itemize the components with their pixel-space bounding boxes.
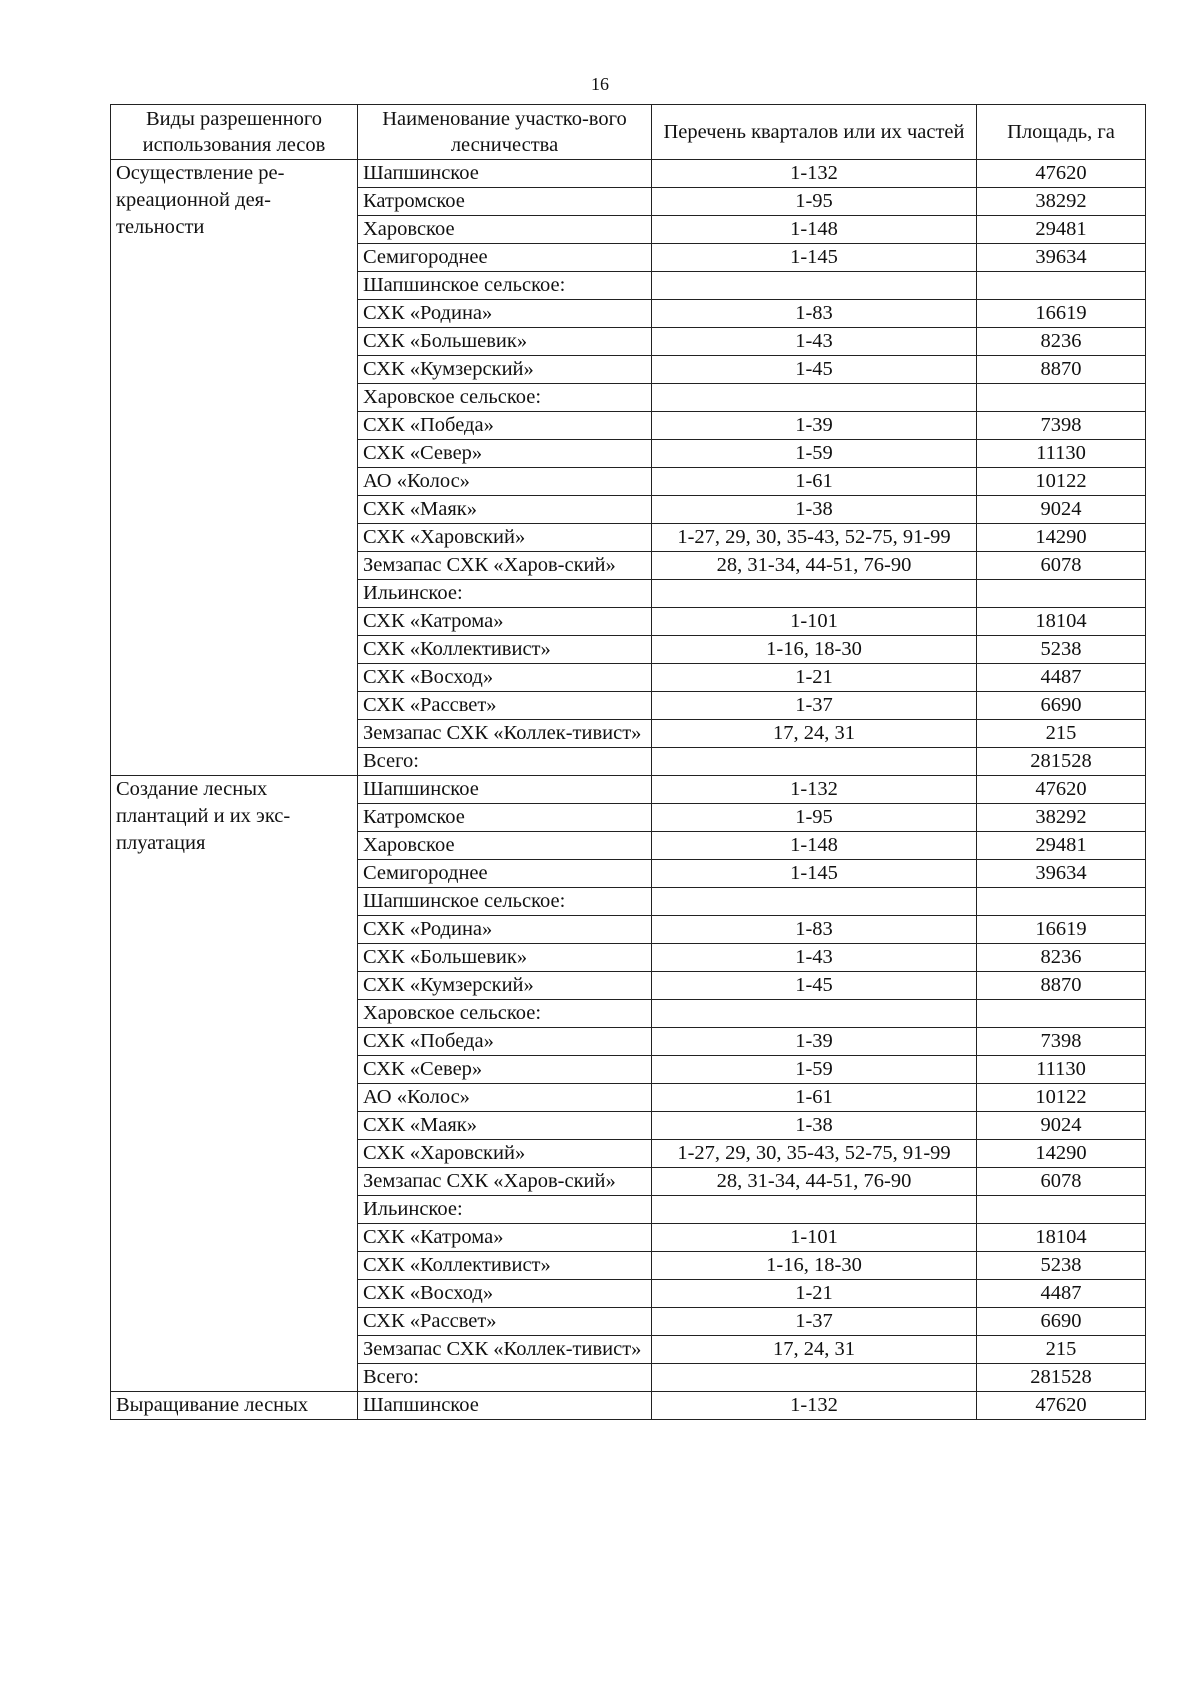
quarters-cell: 1-95: [652, 804, 977, 832]
forestry-name-cell: СХК «Рассвет»: [358, 1308, 652, 1336]
quarters-cell: [652, 580, 977, 608]
quarters-cell: 1-61: [652, 1084, 977, 1112]
forestry-name-cell: Земзапас СХК «Коллек-тивист»: [358, 1336, 652, 1364]
area-cell: 6690: [977, 692, 1146, 720]
quarters-cell: 1-38: [652, 1112, 977, 1140]
forestry-name-cell: Шапшинское: [358, 160, 652, 188]
forestry-name-cell: Земзапас СХК «Харов-ский»: [358, 552, 652, 580]
area-cell: 281528: [977, 748, 1146, 776]
quarters-cell: 1-61: [652, 468, 977, 496]
forestry-name-cell: Харовское сельское:: [358, 384, 652, 412]
quarters-cell: 1-145: [652, 244, 977, 272]
area-cell: 29481: [977, 216, 1146, 244]
quarters-cell: 1-101: [652, 1224, 977, 1252]
forestry-name-cell: СХК «Север»: [358, 1056, 652, 1084]
quarters-cell: 1-83: [652, 916, 977, 944]
area-cell: [977, 580, 1146, 608]
area-cell: 7398: [977, 1028, 1146, 1056]
forestry-name-cell: СХК «Победа»: [358, 412, 652, 440]
quarters-cell: 1-45: [652, 356, 977, 384]
forestry-name-cell: Семигороднее: [358, 860, 652, 888]
header-quarters: Перечень кварталов или их частей: [652, 105, 977, 160]
area-cell: 14290: [977, 1140, 1146, 1168]
quarters-cell: 1-37: [652, 692, 977, 720]
quarters-cell: 1-83: [652, 300, 977, 328]
area-cell: 8236: [977, 328, 1146, 356]
quarters-cell: 17, 24, 31: [652, 1336, 977, 1364]
area-cell: 38292: [977, 804, 1146, 832]
quarters-cell: 1-43: [652, 944, 977, 972]
quarters-cell: 28, 31-34, 44-51, 76-90: [652, 552, 977, 580]
forestry-name-cell: СХК «Коллективист»: [358, 636, 652, 664]
area-cell: 47620: [977, 160, 1146, 188]
area-cell: 8870: [977, 356, 1146, 384]
table-row: [111, 776, 1146, 804]
area-cell: 11130: [977, 440, 1146, 468]
quarters-cell: 1-148: [652, 216, 977, 244]
forestry-name-cell: СХК «Кумзерский»: [358, 356, 652, 384]
quarters-cell: 1-59: [652, 1056, 977, 1084]
area-cell: 4487: [977, 664, 1146, 692]
quarters-cell: [652, 748, 977, 776]
area-cell: 10122: [977, 1084, 1146, 1112]
forestry-name-cell: Земзапас СХК «Харов-ский»: [358, 1168, 652, 1196]
forestry-name-cell: Шапшинское сельское:: [358, 272, 652, 300]
forestry-name-cell: Катромское: [358, 804, 652, 832]
area-cell: 4487: [977, 1280, 1146, 1308]
use-type-cell: Создание лесных плантаций и их экс-плуатация: [111, 776, 358, 1392]
area-cell: [977, 272, 1146, 300]
quarters-cell: 28, 31-34, 44-51, 76-90: [652, 1168, 977, 1196]
forestry-name-cell: СХК «Кумзерский»: [358, 972, 652, 1000]
header-area: Площадь, га: [977, 105, 1146, 160]
area-cell: 11130: [977, 1056, 1146, 1084]
area-cell: 18104: [977, 608, 1146, 636]
use-type-cell: Выращивание лесных: [111, 1392, 358, 1420]
forestry-name-cell: АО «Колос»: [358, 1084, 652, 1112]
forestry-name-cell: СХК «Север»: [358, 440, 652, 468]
forestry-name-cell: СХК «Большевик»: [358, 328, 652, 356]
quarters-cell: 1-21: [652, 1280, 977, 1308]
quarters-cell: 1-45: [652, 972, 977, 1000]
quarters-cell: [652, 272, 977, 300]
quarters-cell: 1-21: [652, 664, 977, 692]
quarters-cell: 1-27, 29, 30, 35-43, 52-75, 91-99: [652, 1140, 977, 1168]
forestry-name-cell: СХК «Маяк»: [358, 1112, 652, 1140]
quarters-cell: 1-16, 18-30: [652, 636, 977, 664]
forestry-name-cell: СХК «Победа»: [358, 1028, 652, 1056]
quarters-cell: 1-59: [652, 440, 977, 468]
quarters-cell: 1-27, 29, 30, 35-43, 52-75, 91-99: [652, 524, 977, 552]
quarters-cell: 1-37: [652, 1308, 977, 1336]
quarters-cell: 1-148: [652, 832, 977, 860]
area-cell: 29481: [977, 832, 1146, 860]
forestry-name-cell: Харовское: [358, 216, 652, 244]
quarters-cell: 1-39: [652, 1028, 977, 1056]
area-cell: 6690: [977, 1308, 1146, 1336]
forestry-name-cell: СХК «Родина»: [358, 916, 652, 944]
forestry-name-cell: СХК «Харовский»: [358, 1140, 652, 1168]
area-cell: 9024: [977, 1112, 1146, 1140]
area-cell: [977, 384, 1146, 412]
forestry-name-cell: Ильинское:: [358, 1196, 652, 1224]
area-cell: 14290: [977, 524, 1146, 552]
header-forestry-name: Наименование участко-вого лесничества: [358, 105, 652, 160]
area-cell: 16619: [977, 300, 1146, 328]
area-cell: [977, 1000, 1146, 1028]
quarters-cell: [652, 1000, 977, 1028]
area-cell: 16619: [977, 916, 1146, 944]
area-cell: [977, 1196, 1146, 1224]
quarters-cell: 1-38: [652, 496, 977, 524]
forestry-name-cell: СХК «Харовский»: [358, 524, 652, 552]
forestry-name-cell: СХК «Восход»: [358, 664, 652, 692]
area-cell: 39634: [977, 244, 1146, 272]
area-cell: 6078: [977, 552, 1146, 580]
forestry-name-cell: Ильинское:: [358, 580, 652, 608]
area-cell: 47620: [977, 776, 1146, 804]
table-body: [111, 160, 1146, 1420]
table-row: [111, 1392, 1146, 1420]
forestry-name-cell: Шапшинское: [358, 776, 652, 804]
quarters-cell: 1-145: [652, 860, 977, 888]
area-cell: 8236: [977, 944, 1146, 972]
quarters-cell: 1-132: [652, 1392, 977, 1420]
page-number: 16: [591, 74, 609, 94]
area-cell: 5238: [977, 1252, 1146, 1280]
quarters-cell: 1-101: [652, 608, 977, 636]
forestry-name-cell: СХК «Катрома»: [358, 608, 652, 636]
forestry-name-cell: СХК «Восход»: [358, 1280, 652, 1308]
forestry-name-cell: Семигороднее: [358, 244, 652, 272]
use-type-cell: Осуществление ре-креационной дея-тельности: [111, 160, 358, 776]
quarters-cell: [652, 1196, 977, 1224]
area-cell: 18104: [977, 1224, 1146, 1252]
quarters-cell: 1-16, 18-30: [652, 1252, 977, 1280]
forestry-name-cell: СХК «Родина»: [358, 300, 652, 328]
quarters-cell: 17, 24, 31: [652, 720, 977, 748]
forestry-name-cell: Земзапас СХК «Коллек-тивист»: [358, 720, 652, 748]
forestry-name-cell: Всего:: [358, 1364, 652, 1392]
quarters-cell: 1-95: [652, 188, 977, 216]
forestry-name-cell: Харовское: [358, 832, 652, 860]
forestry-name-cell: Харовское сельское:: [358, 1000, 652, 1028]
header-use-type: Виды разрешенного использования лесов: [111, 105, 358, 160]
area-cell: [977, 888, 1146, 916]
quarters-cell: 1-43: [652, 328, 977, 356]
area-cell: 38292: [977, 188, 1146, 216]
forestry-name-cell: Шапшинское сельское:: [358, 888, 652, 916]
area-cell: 281528: [977, 1364, 1146, 1392]
forestry-name-cell: СХК «Катрома»: [358, 1224, 652, 1252]
area-cell: 9024: [977, 496, 1146, 524]
forestry-name-cell: СХК «Большевик»: [358, 944, 652, 972]
quarters-cell: 1-132: [652, 160, 977, 188]
quarters-cell: [652, 1364, 977, 1392]
forestry-name-cell: СХК «Коллективист»: [358, 1252, 652, 1280]
forestry-name-cell: Шапшинское: [358, 1392, 652, 1420]
area-cell: 215: [977, 1336, 1146, 1364]
forestry-name-cell: Всего:: [358, 748, 652, 776]
area-cell: 39634: [977, 860, 1146, 888]
quarters-cell: [652, 888, 977, 916]
forestry-name-cell: СХК «Маяк»: [358, 496, 652, 524]
forest-use-table: [110, 104, 1146, 1420]
quarters-cell: [652, 384, 977, 412]
forestry-name-cell: Катромское: [358, 188, 652, 216]
quarters-cell: 1-39: [652, 412, 977, 440]
table-header-row: [111, 105, 1146, 160]
area-cell: 7398: [977, 412, 1146, 440]
area-cell: 6078: [977, 1168, 1146, 1196]
area-cell: 5238: [977, 636, 1146, 664]
area-cell: 10122: [977, 468, 1146, 496]
forestry-name-cell: АО «Колос»: [358, 468, 652, 496]
quarters-cell: 1-132: [652, 776, 977, 804]
area-cell: 8870: [977, 972, 1146, 1000]
area-cell: 47620: [977, 1392, 1146, 1420]
area-cell: 215: [977, 720, 1146, 748]
forestry-name-cell: СХК «Рассвет»: [358, 692, 652, 720]
table-row: [111, 160, 1146, 188]
